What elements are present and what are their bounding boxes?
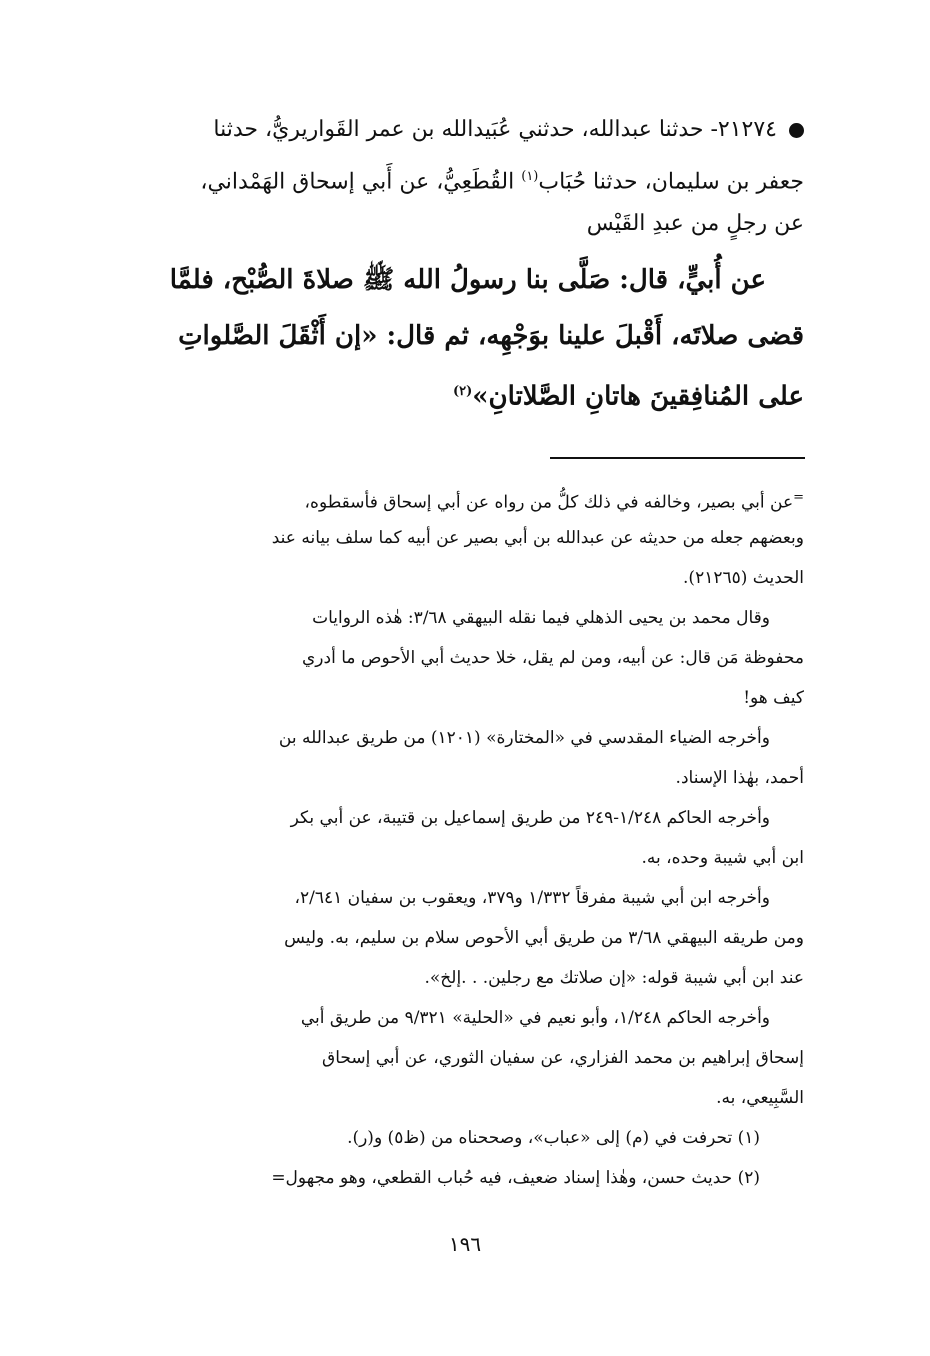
footnote-paragraph-5-line-1: وأخرجه ابن أبي شيبة مفرقاً ١/٣٣٢ و٣٧٩، ويعقوب بن سفيان ٢/٦٤١، <box>294 888 770 908</box>
isnad-text-2: جعفر بن سليمان، حدثنا حُبَاب <box>538 169 804 195</box>
continuation-mark: = <box>793 490 804 505</box>
hadith-matn <box>104 252 804 420</box>
isnad-line-2 <box>104 153 804 200</box>
bullet-icon <box>789 123 804 138</box>
footnote-2: (٢) حديث حسن، وهٰذا إسناد ضعيف، فيه حُباب القطعي، وهو مجهول= <box>271 1168 760 1188</box>
matn-line-1: عن أُبيٍّ، قال: صَلَّى بنا رسولُ الله ﷺ صلاةَ الصُّبْح، فلمَّا <box>169 265 766 295</box>
footnote-paragraph-1-line-3: الحديث (٢١٢٦٥). <box>683 568 804 588</box>
footnote-paragraph-6-line-3: السَّبِيعي، به. <box>716 1088 804 1108</box>
footnote-ref-1[interactable]: (١) <box>521 169 539 184</box>
footnote-paragraph-1-line-2: وبعضهم جعله من حديثه عن عبدالله بن أبي بصير عن أبيه كما سلف بيانه عند <box>271 528 804 548</box>
footnote-paragraph-6-line-1: وأخرجه الحاكم ١/٢٤٨، وأبو نعيم في «الحلية» ٩/٣٢١ من طريق أبي <box>300 1008 770 1028</box>
footnote-paragraph-5-line-2: ومن طريقه البيهقي ٣/٦٨ من طريق أبي الأحوص سلام بن سليم، به. وليس <box>284 928 804 948</box>
isnad-text-3: عن رجلٍ من عبدِ القَيْس <box>586 211 804 236</box>
footnote-separator <box>550 457 805 459</box>
footnote-paragraph-2-line-3: كيف هو! <box>743 688 804 708</box>
footnotes <box>104 478 804 1198</box>
footnote-ref-2[interactable]: (٢) <box>453 384 473 399</box>
footnote-1: (١) تحرفت في (م) إلى «عباب»، وصححناه من (ظ٥) و(ر). <box>347 1128 760 1148</box>
page-number: ١٩٦ <box>448 1232 482 1256</box>
footnote-paragraph-3-line-1: وأخرجه الضياء المقدسي في «المختارة» (١٢٠١) من طريق عبدالله بن <box>278 728 770 748</box>
footnote-paragraph-6-line-2: إسحاق إبراهيم بن محمد الفزاري، عن سفيان الثوري، عن أبي إسحاق <box>322 1048 804 1068</box>
footnote-paragraph-2-line-2: محفوظة مَن قال: عن أبيه، ومن لم يقل، خلا حديث أبي الأحوص ما أدري <box>302 648 804 668</box>
isnad-line-1 <box>104 106 804 153</box>
footnote-paragraph-5-line-3: عند ابن أبي شيبة قوله: «إن صلاتك مع رجلين. . .إلخ». <box>424 968 804 988</box>
matn-text-3: على المُنافِقينَ هاتانِ الصَّلاتانِ» <box>472 381 804 412</box>
footnote-paragraph-2-line-1: وقال محمد بن يحيى الذهلي فيما نقله البيهقي ٣/٦٨: هٰذه الروايات <box>312 608 770 628</box>
isnad-text-2-rest: القُطَعِيُّ، عن أَبي إسحاق الهَمْداني، <box>200 169 522 195</box>
matn-line-3 <box>104 364 804 420</box>
isnad-line-3 <box>104 200 804 247</box>
footnote-paragraph-3-line-2: أحمد، بهٰذا الإسناد. <box>675 768 804 788</box>
isnad-text-1: ٢١٢٧٤- حدثنا عبدالله، حدثني عُبَيدالله بن عمر القَواريريُّ، حدثنا <box>213 117 777 142</box>
hadith-isnad <box>104 106 804 247</box>
footnote-paragraph-1-line-1 <box>104 478 804 518</box>
footnote-text: عن أبي بصير، وخالفه في ذلك كلُّ من رواه عن أبي إسحاق فأسقطوه، <box>304 492 794 513</box>
footnote-paragraph-4-line-1: وأخرجه الحاكم ١/٢٤٨-٢٤٩ من طريق إسماعيل بن قتيبة، عن أبي بكر <box>290 808 770 828</box>
matn-line-2: قضى صلاتَه، أَقْبلَ علينا بوَجْهِه، ثم قال: «إن أَثْقَلَ الصَّلواتِ <box>178 321 804 351</box>
footnote-paragraph-4-line-2: ابن أبي شيبة وحده، به. <box>641 848 804 868</box>
